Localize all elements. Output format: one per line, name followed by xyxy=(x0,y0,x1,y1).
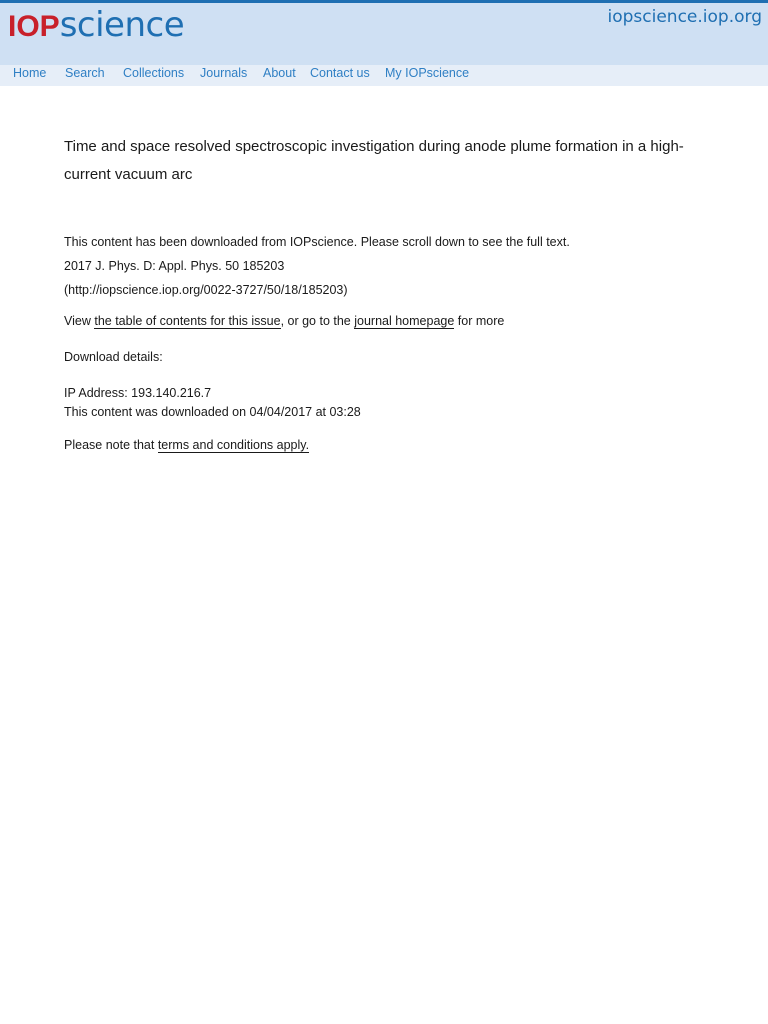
site-header xyxy=(0,3,768,65)
view-suffix: for more xyxy=(454,314,505,328)
main-nav xyxy=(0,65,768,86)
download-details-heading: Download details: xyxy=(64,350,163,364)
terms-note xyxy=(64,437,309,453)
nav-item-search[interactable]: Search xyxy=(65,66,105,80)
nav-item-my-iopscience[interactable]: My IOPscience xyxy=(385,66,470,80)
toc-link[interactable]: the table of contents for this issue xyxy=(94,314,281,328)
note-prefix: Please note that xyxy=(64,438,158,452)
view-links-line xyxy=(64,313,504,329)
site-url-link[interactable]: iopscience.iop.org xyxy=(607,7,762,27)
iopscience-logo[interactable] xyxy=(8,3,184,47)
citation: 2017 J. Phys. D: Appl. Phys. 50 185203 xyxy=(64,259,285,273)
nav-item-collections[interactable]: Collections xyxy=(123,66,185,80)
article-url: (http://iopscience.iop.org/0022-3727/50/18/185203) xyxy=(64,283,348,297)
logo-science-text: science xyxy=(59,5,185,45)
nav-item-contact-us[interactable]: Contact us xyxy=(310,66,370,80)
downloaded-on: This content was downloaded on 04/04/2017 at 03:28 xyxy=(64,405,361,419)
view-prefix: View xyxy=(64,314,95,328)
journal-homepage-link[interactable]: journal homepage xyxy=(354,314,455,328)
download-notice: This content has been downloaded from IOPscience. Please scroll down to see the full text. xyxy=(64,235,570,249)
view-middle: , or go to the xyxy=(280,314,355,328)
nav-item-about[interactable]: About xyxy=(263,66,296,80)
logo-iop-text: IOP xyxy=(8,10,60,43)
nav-item-home[interactable]: Home xyxy=(13,66,47,80)
ip-address: IP Address: 193.140.216.7 xyxy=(64,386,212,400)
terms-link[interactable]: terms and conditions apply. xyxy=(157,438,310,452)
nav-item-journals[interactable]: Journals xyxy=(200,66,248,80)
article-title: Time and space resolved spectroscopic investigation during anode plume formation in a high-current vacuum arc xyxy=(64,138,684,183)
